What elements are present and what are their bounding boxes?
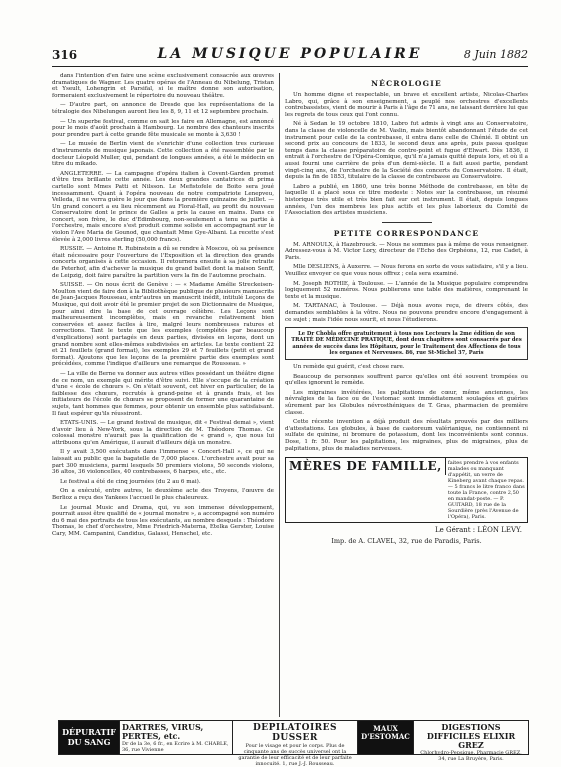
left-paragraph: SUISSE. — On nous écrit de Genève : — « Madame Amélie Streckeisen-Moulton vient de faire don à la Bibliothèque publique de plusieurs manuscrits de Jean-Jacques Rousseau, entr'autres un manuscrit inédit, intitulé Leçons de Musique, qui doit avoir été le premier projet de son Dictionnaire de Musique, pour ainsi dire la base de cet ouvrage célèbre. Les Leçons sont malheureusement incomplètes, mais en revanche relativement bien conservées et assez faciles à lire, malgré leurs nombreuses ratures et corrections. Tant le texte que les exemples (complétés par beaucoup d'explications) sont partagés en deux parties, divisées en leçons, dont un grand nombre sont elles-mêmes subdivisées en articles. Le texte contient 22 et 21 feuillets (grand format), les exemples 29 et 7 feuillets (petit et grand format). Ajoutons que les leçons de la première partie des exemples sont précédées, comme l'indique d'ailleurs une remarque de Rousseau. » [52, 282, 274, 368]
maux-estomac-ad: MAUX D'ESTOMAC [358, 721, 414, 754]
left-paragraph: RUSSIE. — Antoine R. Rubinstein a dû se rendre à Moscou, où sa présence était nécessaire pour l'ouverture de l'Exposition et la direction des grands concerts organisés à cette occasion. Il retournera ensuite à sa jolie retraite de Peterhof, afin d'achever la musique du grand ballet dont la maison Senff, de Leipzig, doit faire paraître la partition vers la fin de l'automne prochain. [52, 246, 274, 279]
printer-line: Imp. de A. CLAVEL, 32, rue de Paradis, Paris. [331, 537, 482, 546]
correspondence-paragraph: Mlle DESLIENS, à Auxerre. — Nous ferons en sorte de vous satisfaire, s'il y a lieu. Veuillez envoyer ce que vous nous offrez ; cela sera examiné. [285, 264, 528, 278]
elixir-ad-text: Chlorhydro-Pepsique. Pharmacie GREZ, 34, rue La Bruyère, Paris. [420, 750, 522, 762]
meres-ad [285, 457, 528, 523]
section-divider [382, 222, 432, 223]
left-paragraph: Le journal Music and Drama, qui, vu son immense développement, pourrait aussi être qualifié de « journal monstre », a accompagné son numéro du 6 mai des portraits de tous les exécutants, au nombre desquels : Théodore Thomas, le chef d'orchestre, Mme Friedrich-Materna, Etelka Gerster, Louise Cary, MM. Campanini, Candidus, Galassi, Henschel, etc. [52, 504, 274, 537]
left-paragraph: — D'autre part, on annonce de Dresde que les représentations de la tétralogie des Nibelungen auront lieu les 8, 9, 11 et 12 septembre prochain. [52, 102, 274, 115]
left-paragraph: — Le musée de Berlin vient de s'enrichir d'une collection tres curieuse d'instruments de musique japonais. Cette collection a été rassemblée par le docteur Léopold Muller, qui, pendant de longues années, a été le médecin en titre du mikado. [52, 141, 274, 168]
necrology-paragraph: Labro a publié, en 1860, une très bonne Méthode de contrebasse, en tête de laquelle il a placé sous ce titre modeste : Notes sur la contrebasse, un résumé historique très utile et très bien fait sur cet instrument. Il était, depuis longues années, l'un des membres les plus actifs et les plus laborieux du Comité de l'Association des artistes musiciens. [285, 183, 528, 217]
depilatoires-ad-text: Pour le visage et pour le corps. Plus de cinquante ans de succès universel ont la garantie de leur efficacité et de leur parfaite innocuité. 1, rue J.-J. Rousseau. [238, 743, 352, 767]
issue-date: 8 Juin 1882 [463, 48, 528, 61]
left-paragraph: ETATS-UNIS. — Le grand festival de musique, dit « Festival demai », vient d'avoir lieu à New-York, sous la direction de M. Théodore Thomas. Ce colossal monstre n'aurait pas la qualification de « grand », que nous lui attribuons qu'en Amérique, il aurait d'ailleurs déjà un monstre. [52, 420, 274, 446]
meres-ad-text: faites prendre à vos enfants malades ou manquant d'appétit, un verre de Kineberg avant chaque repas. — 5 francs le litre franco dans toute la France, contre 2,50 en mandat-poste. — P. GUITARD, 18 rue de la Sourdière (près l'Avenue de l'Opéra), Paris. [447, 460, 525, 521]
left-paragraph: Il y avait 3,500 exécutants dans l'immense « Concert-Hall », ce qui ne laissait au public que la bagatelle de 7,000 places. L'orchestre avait pour sa part 300 musiciens, parmi lesquels 50 premiers violons, 50 seconds violons, 36 altos, 36 violoncelles, 40 contrebasses, 6 harpes, etc., etc. [52, 449, 274, 476]
meres-ad-title: MÈRES DE FAMILLE, [286, 458, 446, 475]
necrology-paragraph: Né à Sedan le 19 octobre 1810, Labro fut admis à vingt ans au Conservatoire, dans la classe de violoncelle de M. Vaslin, mais bientôt abandonnant l'étude de cet instrument pour celle de la contrebasse, il entra dans celle de Chénié. Il obtint un second prix au concours de 1833, le second deux ans après, puis passa quelque temps dans la classe préparatoire de contre-point et fugue d'Elwart. Dès 1836, il entrait à l'orchestre de l'Opéra-Comique, qu'il n'a jamais quitté depuis lors, et où il a aussi fourni une carrière de près d'un demi-siècle. Il a fait aussi partie, pendant vingt-cinq ans, de l'orchestre de la Société des concerts du Conservatoire. Il était, depuis la fin de 1853, titulaire de la classe de contrebasse au Conservatoire. [285, 121, 528, 181]
remedy-paragraph: Cette récente invention a déjà produit des résultats prouvés par des milliers d'attestations. Les globules, à base de castoreum valérianique, ne contiennent ni sulfate de quinine, ni bromure de potassium, dont les inconvénients sont connus. Dose, 1 fr. 50. Pour les palpitations, les migraines, plus de migraines, plus de palpitations, plus de maladies nerveuses. [285, 419, 528, 452]
remedy-paragraph: Les migraines invétérées, les palpitations de cœur, même anciennes, les névralgies de la face ou de l'estomac sont immédiatement soulagées et guéries sûrement par les Globules névrosthéniques de T. Gras, pharmacien de première classe. [285, 389, 528, 416]
column-divider [279, 73, 280, 717]
left-paragraph: ANGLETERRE. — La campagne d'opéra italien à Covent-Garden promet d'être tres brillante cette année. Les deux grandes cantatrices di prima cartello sont Mmes Patti et Nilsson. Le Mefistofele de Boito sera joué incessamment. Quant à l'opéra nouveau de notre compatriote Lenepveu, Velleda, il ne verra guère le jour que dans la première quinzaine de juillet. — Un grand concert a eu lieu récemment au Floral-Hall, au profit du nouveau Conservatoire dont le prince de Galles a pris la cause en mains. Dans ce concert, son frère, le duc d'Edimbourg, non-seulement a tenu sa partie à l'orchestre, mais encore s'est produit comme soliste en accompagnant sur le violon l'Ave Maria de Gounod, que chantait Mme Gye-Albani. La recette s'est élevée à 2,000 livres sterling (50,000 francs). [52, 170, 274, 243]
dartres-ad-title: DARTRES, VIRUS, PERTES, etc. [122, 722, 204, 741]
correspondence-paragraph: M. TARTANAC, à Toulouse. — Déjà nous avons reçu, de divers côtés, des demandes semblables à la vôtre. Nous ne pouvons prendre encore d'engagement à ce sujet ; mais l'idée nous sourit, et nous l'étudierons. [285, 303, 528, 323]
page-number: 316 [52, 48, 78, 62]
left-paragraph: Le festival a été de cinq journées (du 2 au 6 mai). [60, 478, 201, 485]
medical-ad-box: Le Dr Chobla offre gratuitement à tous nos Lecteurs la 2me édition de son TRAITÉ DE MÉDECINE PRATIQUE, dont deux chapitres sont consacrés par des années de succès dans les Hôpitaux, pour le Traitement des Affections de tous les organes et Nerveuses. 86, rue St-Michel 37, Paris [285, 327, 528, 360]
remedy-paragraph: Beaucoup de personnes souffrent parce qu'elles ont été souvent trompées ou qu'elles ignorent le remède. [285, 373, 528, 387]
correspondence-heading: PETITE CORRESPONDANCE [333, 228, 480, 238]
elixir-ad [414, 721, 528, 762]
bottom-advert-bar [58, 720, 529, 767]
correspondence-paragraph: M. ARNOULX, à Hazebrouck. — Nous ne sommes pas à même de vous renseigner. Adressez-vous à M. Victor Lory, directeur de l'Echo des Orphéons, 12, rue Cadet, à Paris. [285, 241, 528, 261]
left-column [52, 73, 274, 717]
left-paragraph: On a exécuté, entre autres, le deuxième acte des Troyens, l'œuvre de Berlioz a reçu des Yankees l'accueil le plus chaleureux. [52, 488, 274, 502]
right-column [285, 73, 528, 717]
elixir-ad-title: DIGESTIONS DIFFICILES ELIXIR GREZ [426, 722, 516, 750]
left-paragraph: — La ville de Berne va donner aux autres villes possédant un théâtre digne de ce nom, un exemple qui mérite d'être suivi. Elle s'occupe de la création d'une « école de chœurs ». On s'était souvent, cet hiver en particulier, de la faiblesse des chœurs, recrutés à grand-peine et à grands frais, et les initiateurs de l'école de chœurs se proposent de former une quarantaine de sujets, tant hommes que femmes, pour obtenir un ensemble plus satisfaisant. Il faut espérer qu'ils réussiront. [52, 370, 274, 417]
header-rule [52, 66, 528, 67]
necrology-heading: NÉCROLOGIE [371, 79, 442, 88]
remedy-paragraph: Un remède qui guérit, c'est chose rare. [293, 364, 405, 371]
depilatoires-ad [233, 721, 358, 767]
necrology-paragraph: Un homme digne et respectable, un brave et excellent artiste, Nicolas-Charles Labro, qui, grâce à son enseignement, a peuplé nos orchestres d'excellents contrebassistes, vient de mourir à Paris à l'âge de 71 ans, ne laissant derrière lui que les regrets de tous ceux qui l'ont connu. [285, 92, 528, 118]
depuratif-ad: DÉPURATIF DU SANG [59, 721, 120, 754]
page-header [52, 46, 528, 64]
gerant-line: Le Gérant : LÉON LEVY. [434, 526, 522, 535]
left-paragraph: dans l'intention d'en faire une scène exclusivement consacrée aux œuvres dramatiques de Wagner. Les quatre opéras de l'Anneau du Nibelung, Tristan et Yseult, Lohengrin et Parsifal, si le maître donne son autorisation, formeraient exclusivement le répertoire du nouveau théâtre. [52, 73, 274, 99]
depilatoires-ad-title: DEPILATOIRES DUSSER [252, 723, 338, 743]
dartres-ad-text: Dr de la 3e, 6 fr., en Ecrire à M. CHABLE, 36, rue Vivienne [122, 741, 229, 753]
dartres-ad [120, 721, 233, 754]
left-paragraph: — Un superbe festival, comme on sait les faire en Allemagne, est annoncé pour le mois d'août prochain à Hambourg. Le nombre des chanteurs inscrits pour prendre part à cette grande fête musicale se monte à 3,630 ! [52, 118, 274, 138]
journal-title: LA MUSIQUE POPULAIRE [157, 46, 423, 62]
correspondence-paragraph: M. Joseph ROTHIE, à Toulouse. — L'année de la Musique populaire comprendra logiquement 52 numéros. Nous publierons une table des matières, comprenant le texte et la musique. [285, 280, 528, 300]
